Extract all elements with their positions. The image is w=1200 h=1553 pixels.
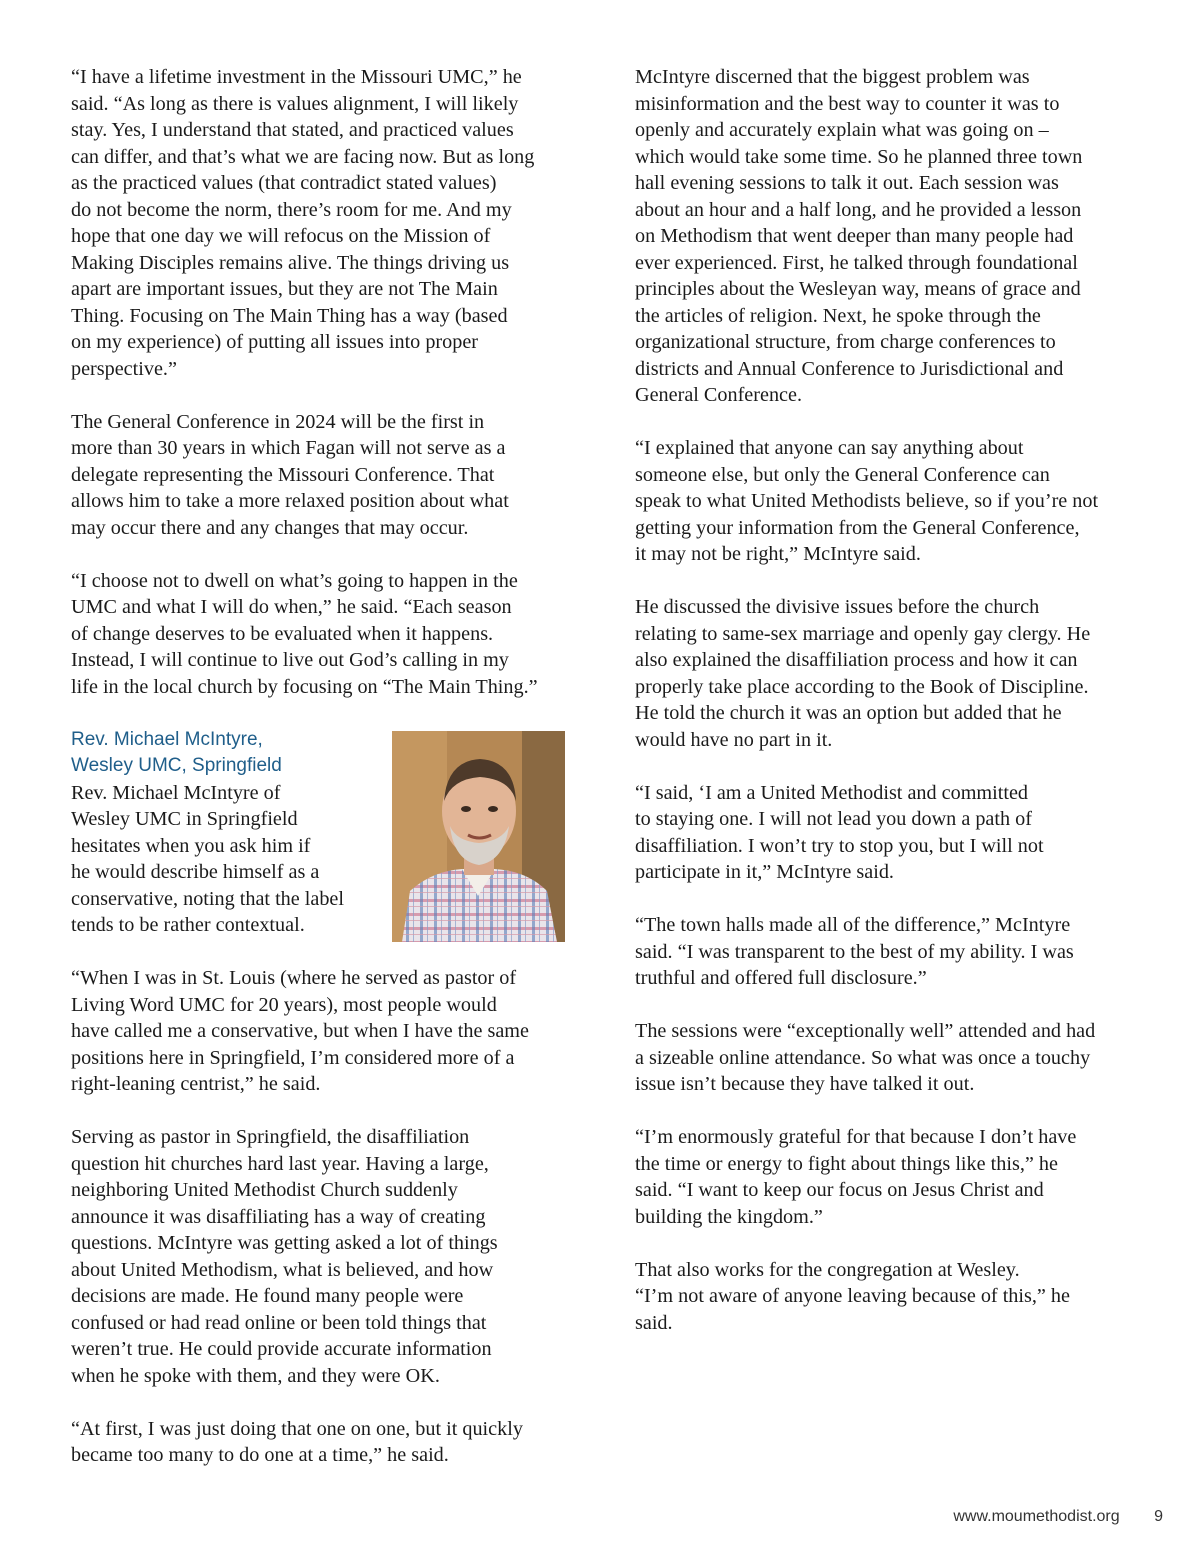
article-paragraph: Serving as pastor in Springfield, the disaffiliation question hit churches hard last year. Having a large, neighboring United Methodist Church suddenly announce it was disaffiliating has a way of creating questions. McIntyre was getting asked a lot of things about United Methodism, what is believed, and how decisions are made. He found many people were confused or had read online or been told things that weren’t true. He could provide accurate information when he spoke with them, and they were OK.	[71, 1126, 498, 1387]
right-column	[635, 64, 1135, 1363]
article-paragraph: “I choose not to dwell on what’s going to happen in the UMC and what I will do when,” he said. “Each season of change deserves to be evaluated when it happens. Instead, I will continue to live out God’s calling in my life in the local church by focusing on “The Main Thing.”	[71, 569, 538, 698]
article-paragraph: McIntyre discerned that the biggest problem was misinformation and the best way to counter it was to openly and accurately explain what was going on – which would take some time. So he planned three town hall evening sessions to talk it out. Each session was about an hour and a half long, and he provided a lesson on Methodism that went deeper than many people had ever experienced. First, he talked through foundational principles about the Wesleyan way, means of grace and the articles of religion. Next, he spoke through the organizational structure, from charge conferences to districts and Annual Conference to Jurisdictional and General Conference.	[635, 66, 1083, 406]
article-paragraph: The sessions were “exceptionally well” attended and had a sizeable online attendance. So what was once a touchy issue isn’t because they have talked it out.	[635, 1020, 1096, 1095]
article-paragraph: “I’m enormously grateful for that because I don’t have the time or energy to fight about things like this,” he said. “I want to keep our focus on Jesus Christ and building the kingdom.”	[635, 1126, 1077, 1228]
article-paragraph: “I explained that anyone can say anything about someone else, but only the General Conference can speak to what United Methodists believe, so if you’re not getting your information from the General Conference, it may not be right,” McIntyre said.	[635, 437, 1099, 565]
article-paragraph: “At first, I was just doing that one on one, but it quickly became too many to do one at a time,” he said.	[71, 1417, 523, 1466]
article-paragraph: “I have a lifetime investment in the Missouri UMC,” he said. “As long as there is values alignment, I will likely stay. Yes, I understand that stated, and practiced values can differ, and that’s what we are facing now. But as long as the practiced values (that contradict stated values) do not become the norm, there’s room for me. And my hope that one day we will refocus on the Mission of Making Disciples remains alive. The things driving us apart are important issues, but they are not The Main Thing. Focusing on The Main Thing has a way (based on my experience) of putting all issues into proper perspective.”	[71, 66, 535, 380]
profile-section	[71, 727, 571, 939]
portrait-photo	[392, 731, 565, 942]
profile-intro: Rev. Michael McIntyre of Wesley UMC in Springfield hesitates when you ask him if he would describe himself as a conservative, noting that the label tends to be rather contextual.	[71, 781, 345, 936]
article-paragraph: “I said, ‘I am a United Methodist and committed to staying one. I will not lead you down a path of disaffiliation. I won’t try to stop you, but I will not participate in it,” McIntyre said.	[635, 781, 1044, 883]
article-paragraph: “When I was in St. Louis (where he served as pastor of Living Word UMC for 20 years), most people would have called me a conservative, but when I have the same positions here in Springfield, I’m considered more of a right-leaning centrist,” he said.	[71, 967, 529, 1095]
article-paragraph: The General Conference in 2024 will be the first in more than 30 years in which Fagan will not serve as a delegate representing the Missouri Conference. That allows him to take a more relaxed position about what may occur there and any changes that may occur.	[71, 410, 509, 539]
website-link[interactable]: www.moumethodist.org	[953, 1508, 1120, 1525]
portrait-illustration	[392, 731, 565, 942]
profile-heading: Rev. Michael McIntyre, Wesley UMC, Springfield	[71, 728, 282, 776]
page-footer	[953, 1508, 1163, 1526]
article-paragraph: That also works for the congregation at Wesley. “I’m not aware of anyone leaving because of this,” he said.	[635, 1258, 1070, 1334]
page-number: 9	[1154, 1508, 1163, 1525]
left-column	[71, 64, 571, 1495]
article-paragraph: He discussed the divisive issues before the church relating to same-sex marriage and openly gay clergy. He also explained the disaffiliation process and how it can properly take place according to the Book of Discipline. He told the church it was an option but added that he would have no part in it.	[635, 596, 1091, 751]
article-paragraph: “The town halls made all of the difference,” McIntyre said. “I was transparent to the best of my ability. I was truthful and offered full disclosure.”	[635, 914, 1074, 989]
